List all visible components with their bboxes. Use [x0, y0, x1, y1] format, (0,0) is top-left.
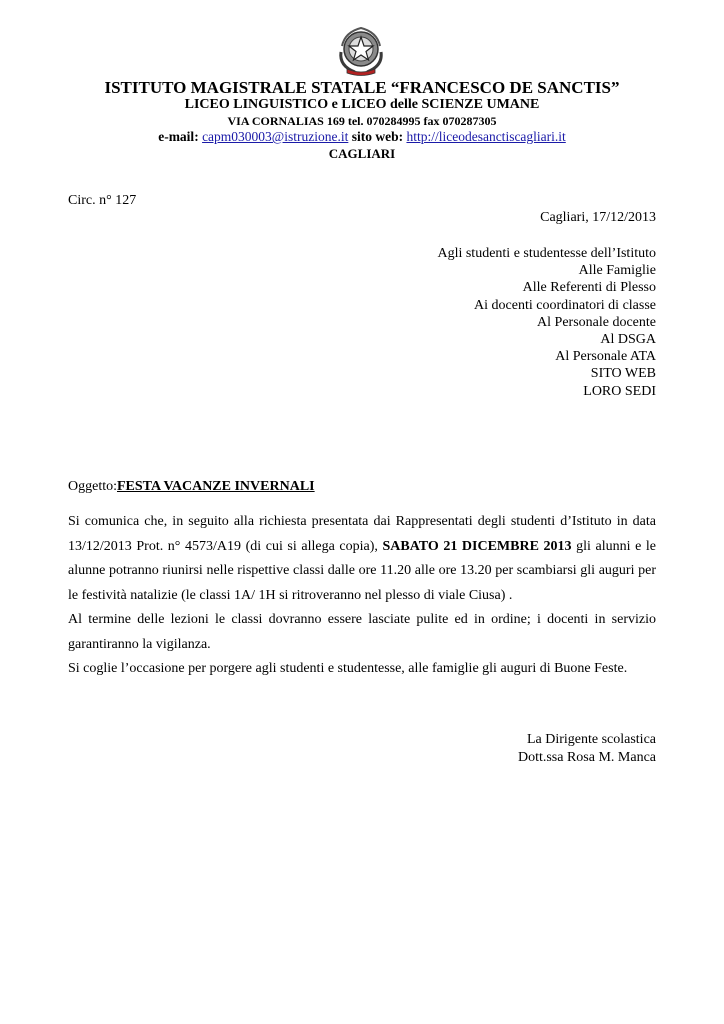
subject-line — [68, 479, 315, 495]
email-link[interactable]: capm030003@istruzione.it — [202, 129, 349, 144]
email-label: e-mail: — [158, 129, 199, 144]
recipient-item: Ai docenti coordinatori di classe — [474, 297, 656, 313]
recipient-item: Alle Famiglie — [578, 263, 656, 279]
institute-name: ISTITUTO MAGISTRALE STATALE “FRANCESCO DE SANCTIS” — [104, 78, 620, 97]
signature-name: Dott.ssa Rosa M. Manca — [517, 749, 656, 765]
licei-line: LICEO LINGUISTICO e LICEO delle SCIENZE UMANE — [184, 97, 540, 112]
website-link[interactable]: http://liceodesanctiscagliari.it — [406, 129, 566, 144]
subject-label: Oggetto: — [68, 479, 117, 494]
recipient-item: Al Personale ATA — [555, 349, 656, 365]
contact-line — [0, 129, 724, 145]
document-date: Cagliari, 17/12/2013 — [540, 210, 656, 225]
recipient-item: LORO SEDI — [583, 383, 656, 399]
signature-role: La Dirigente scolastica — [526, 732, 656, 747]
city-line: CAGLIARI — [328, 146, 396, 161]
body-paragraph: Al termine delle lezioni le classi dovranno essere lasciate pulite ed in ordine; i docenti in servizio garantiranno la vigilanza. — [68, 612, 656, 652]
body-paragraph — [68, 510, 656, 608]
body-text — [68, 510, 656, 682]
recipients-list — [437, 245, 656, 400]
event-date: SABATO 21 DICEMBRE 2013 — [382, 538, 572, 554]
italian-republic-emblem-icon — [333, 22, 389, 78]
recipient-item: Alle Referenti di Plesso — [522, 280, 656, 296]
web-label: sito web: — [351, 129, 404, 144]
signature-block — [518, 731, 656, 766]
recipient-item: Agli studenti e studentesse dell’Istituto — [437, 246, 656, 261]
body-text-start: Si comunica che, in seguito alla richiesta presentata dai Rappresentati degli studenti d’Istituto in data 13/12/2013 Prot. n° 4573/A19 (di cui si allega copia), — [68, 514, 656, 554]
subject-title: FESTA VACANZE INVERNALI — [117, 479, 315, 494]
address-line: VIA CORNALIAS 169 tel. 070284995 fax 070287305 — [227, 114, 497, 128]
recipient-item: Al Personale docente — [537, 314, 656, 330]
recipient-item: Al DSGA — [600, 332, 656, 348]
body-paragraph: Si coglie l’occasione per porgere agli studenti e studentesse, alle famiglie gli auguri di Buone Feste. — [68, 661, 628, 676]
body-text-end: gli alunni e le alunne potranno riunirsi nelle rispettive classi dalle ore 11.20 alle ore 13.20 per scambiarsi gli auguri per le festività natalizie (le classi 1A/ 1H si ritroveranno nel plesso di viale Ciusa) . — [68, 538, 656, 603]
circular-number: Circ. n° 127 — [68, 193, 137, 208]
recipient-item: SITO WEB — [590, 366, 656, 382]
